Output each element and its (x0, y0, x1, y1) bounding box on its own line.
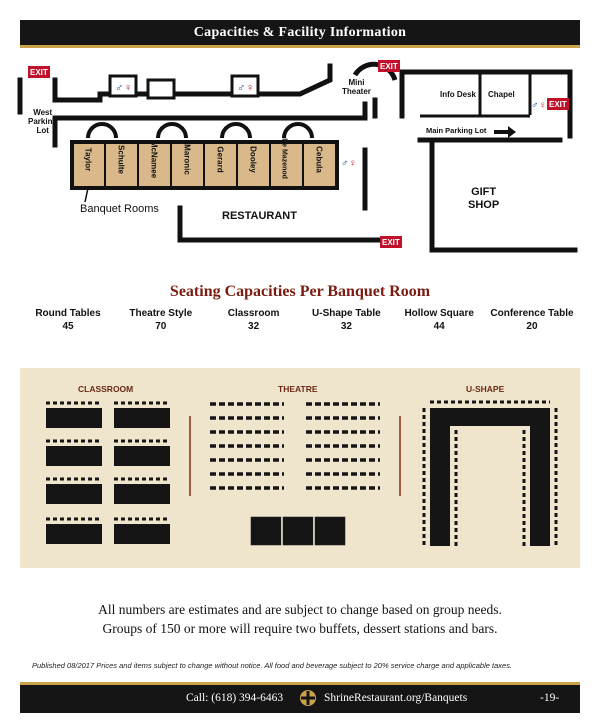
svg-text:EXIT: EXIT (380, 62, 398, 71)
footer-bar (20, 682, 580, 713)
page-title: Capacities & Facility Information (193, 25, 407, 40)
label-banquet-rooms: Banquet Rooms (80, 203, 159, 215)
room-maronic: Maronic (182, 144, 192, 175)
layout-title-ushape: U-SHAPE (466, 384, 505, 394)
note-line-1: All numbers are estimates and are subject to change based on group needs. (98, 602, 502, 617)
note-line-2: Groups of 150 or more will require two buffets, dessert stations and bars. (102, 621, 498, 636)
page-number: -19- (540, 692, 560, 704)
capacity-item: U-Shape Table 32 (312, 308, 381, 332)
svg-text:♀: ♀ (349, 158, 357, 169)
capacity-item: Hollow Square 44 (404, 308, 474, 332)
room-cebula: Cebula (314, 146, 324, 173)
room-de-mazenod: De Mazenod (280, 138, 288, 179)
svg-text:♂: ♂ (341, 158, 349, 169)
layout-title-theatre: THEATRE (278, 384, 318, 394)
label-mini-theater: Mini Theater (342, 78, 371, 96)
svg-text:EXIT: EXIT (30, 68, 48, 77)
capacity-item: Round Tables 45 (35, 308, 101, 332)
svg-text:♂: ♂ (115, 82, 124, 94)
svg-text:EXIT: EXIT (549, 100, 567, 109)
label-restaurant: RESTAURANT (222, 210, 297, 222)
classroom-tables (46, 408, 170, 544)
layout-drawings (20, 368, 580, 568)
room-mcnamee: McNamee (149, 140, 159, 179)
arrow-icon (494, 126, 516, 138)
layout-diagrams (20, 368, 580, 568)
room-schulte: Schulte (116, 145, 126, 174)
label-chapel: Chapel (488, 90, 515, 99)
ushape-table (430, 408, 550, 546)
header-bar (20, 20, 580, 48)
capacity-list (22, 307, 578, 333)
room-taylor: Taylor (83, 147, 93, 172)
label-info-desk: Info Desk (440, 90, 477, 99)
theatre-chairs (210, 404, 380, 488)
capacity-item: Theatre Style 70 (129, 308, 193, 332)
svg-text:EXIT: EXIT (382, 238, 400, 247)
svg-text:♂: ♂ (237, 82, 246, 94)
capacity-item: Conference Table 20 (490, 308, 574, 332)
label-main-parking: Main Parking Lot (426, 126, 487, 135)
svg-text:♀: ♀ (246, 82, 255, 94)
theatre-stage (250, 516, 346, 546)
svg-text:♂: ♂ (531, 100, 539, 111)
label-west-parking: West Parking Lot (28, 108, 58, 135)
seating-title: Seating Capacities Per Banquet Room (169, 283, 431, 300)
room-dooley: Dooley (248, 146, 258, 173)
cross-logo-icon (299, 689, 317, 710)
layout-title-classroom: CLASSROOM (78, 384, 134, 394)
svg-text:♀: ♀ (539, 100, 547, 111)
svg-text:♀: ♀ (124, 82, 133, 94)
room-gerard: Gerard (215, 146, 225, 173)
capacity-item: Classroom 32 (227, 308, 280, 332)
footer-website[interactable]: ShrineRestaurant.org/Banquets (324, 692, 468, 704)
fine-print: Published 08/2017 Prices and items subject to change without notice. All food and beverage subject to 20% service charge and applicable taxes. (32, 661, 513, 670)
footer-phone: Call: (618) 394-6463 (186, 692, 284, 704)
label-gift-shop: GIFT SHOP (468, 186, 500, 211)
